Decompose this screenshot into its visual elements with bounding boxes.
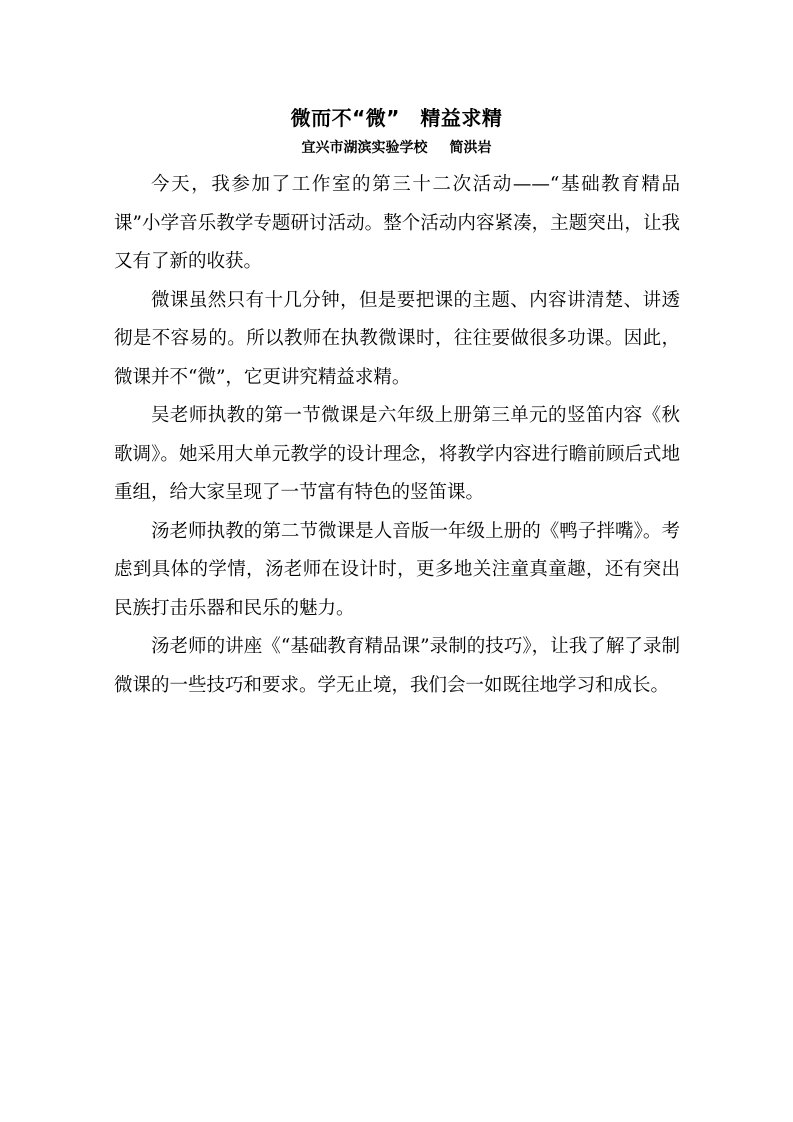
author-name: 简洪岩 [449,140,492,156]
article-body [114,166,680,705]
byline [0,138,793,158]
paragraph: 吴老师执教的第一节微课是六年级上册第三单元的竖笛内容《秋歌调》。她采用大单元教学的设计理念，将教学内容进行瞻前顾后式地重组，给大家呈现了一节富有特色的竖笛课。 [114,405,680,503]
paragraph: 今天，我参加了工作室的第三十二次活动——“基础教育精品课”小学音乐教学专题研讨活动。整个活动内容紧凑，主题突出，让我又有了新的收获。 [114,174,680,272]
page-title: 微而不“微” 精益求精 [290,106,503,130]
paragraph: 汤老师的讲座《“基础教育精品课”录制的技巧》，让我了解了录制微课的一些技巧和要求。学无止境，我们会一如既往地学习和成长。 [114,636,680,696]
school-name: 宜兴市湖滨实验学校 [301,140,428,156]
paragraph: 汤老师执教的第二节微课是人音版一年级上册的《鸭子拌嘴》。考虑到具体的学情，汤老师在设计时，更多地关注童真童趣，还有突出民族打击乐器和民乐的魅力。 [114,520,680,619]
paragraph: 微课虽然只有十几分钟，但是要把课的主题、内容讲清楚、讲透彻是不容易的。所以教师在执教微课时，往往要做很多功课。因此，微课并不“微”，它更讲究精益求精。 [114,289,680,388]
